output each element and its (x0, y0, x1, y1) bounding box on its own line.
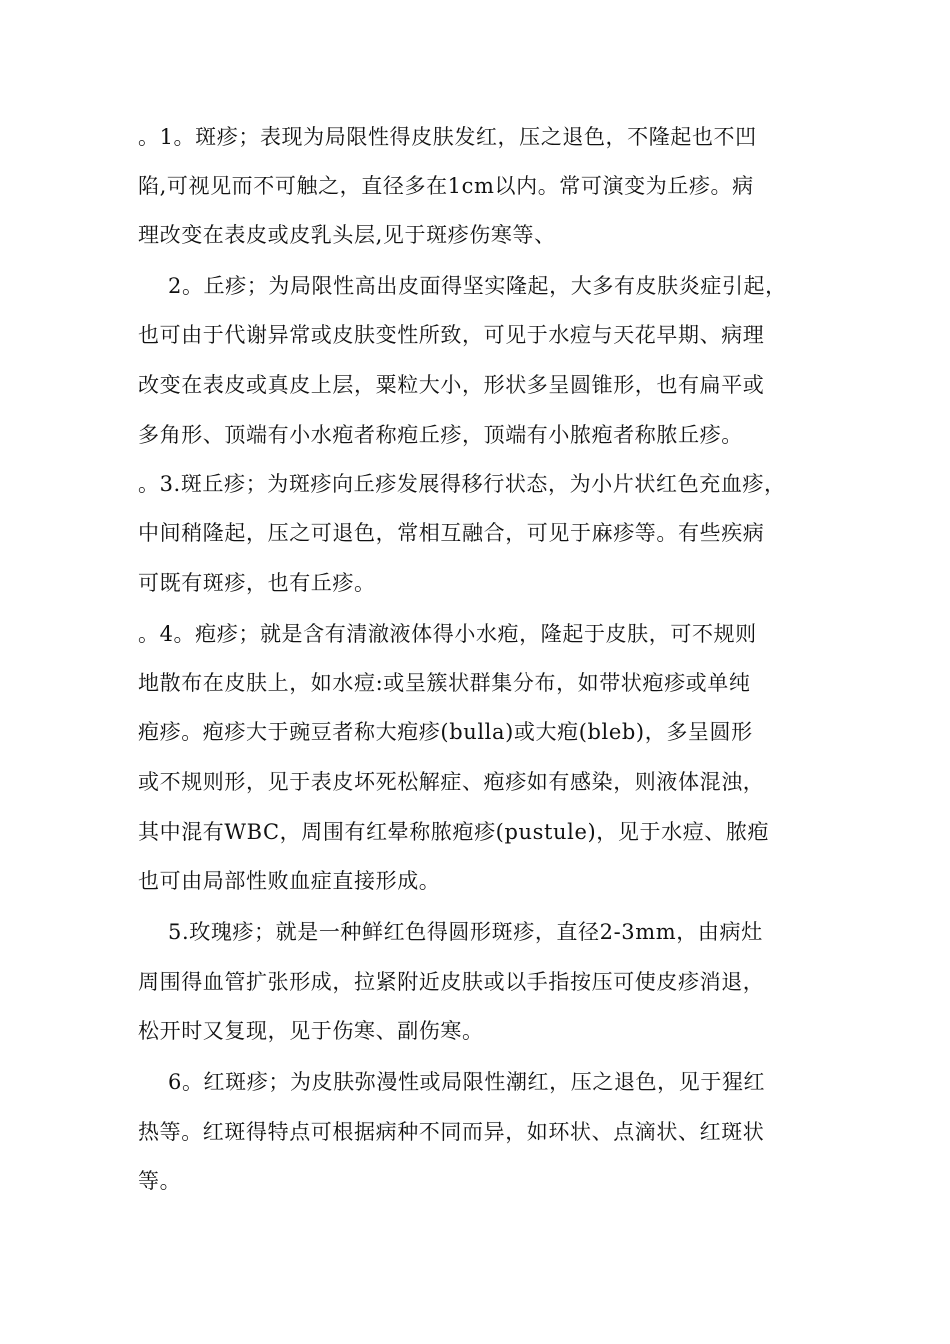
text-line: 。3.斑丘疹；为斑疹向丘疹发展得移行状态，为小片状红色充血疹， (138, 472, 786, 496)
text-line: 改变在表皮或真皮上层，粟粒大小，形状多呈圆锥形，也有扁平或 (138, 373, 765, 397)
text-line: 。1。斑疹；表现为局限性得皮肤发红，压之退色，不隆起也不凹 (138, 125, 757, 149)
text-line: 其中混有WBC，周围有红晕称脓疱疹(pustule)，见于水痘、脓疱 (138, 820, 770, 844)
text-line: 等。 (138, 1169, 182, 1193)
text-line: 。4。疱疹；就是含有清澈液体得小水疱，隆起于皮肤，可不规则 (138, 622, 757, 646)
text-line: 也可由于代谢异常或皮肤变性所致，可见于水痘与天花早期、病理 (138, 323, 765, 347)
text-line: 6。红斑疹；为皮肤弥漫性或局限性潮红，压之退色，见于猩红 (168, 1070, 766, 1094)
text-line: 松开时又复现，见于伤寒、副伤寒。 (138, 1019, 484, 1043)
text-line: 理改变在表皮或皮乳头层,见于斑疹伤寒等、 (138, 223, 556, 247)
text-line: 热等。红斑得特点可根据病种不同而异，如环状、点滴状、红斑状 (138, 1120, 765, 1144)
text-line: 也可由局部性败血症直接形成。 (138, 869, 441, 893)
text-line: 2。丘疹；为局限性高出皮面得坚实隆起，大多有皮肤炎症引起， (168, 274, 787, 298)
text-line: 周围得血管扩张形成，拉紧附近皮肤或以手指按压可使皮疹消退， (138, 970, 765, 994)
text-line: 疱疹。疱疹大于豌豆者称大疱疹(bulla)或大疱(bleb)，多呈圆形 (138, 720, 753, 744)
text-line: 陷,可视见而不可触之，直径多在1cm以内。常可演变为丘疹。病 (138, 174, 754, 198)
text-line: 地散布在皮肤上，如水痘:或呈簇状群集分布，如带状疱疹或单纯 (138, 671, 751, 695)
text-line: 多角形、顶端有小水疱者称疱丘疹，顶端有小脓疱者称脓丘疹。 (138, 423, 743, 447)
text-line: 可既有斑疹，也有丘疹。 (138, 571, 376, 595)
text-line: 中间稍隆起，压之可退色，常相互融合，可见于麻疹等。有些疾病 (138, 521, 765, 545)
text-line: 或不规则形，见于表皮坏死松解症、疱疹如有感染，则液体混浊， (138, 770, 765, 794)
text-line: 5.玫瑰疹；就是一种鲜红色得圆形斑疹，直径2-3mm，由病灶 (168, 920, 763, 944)
